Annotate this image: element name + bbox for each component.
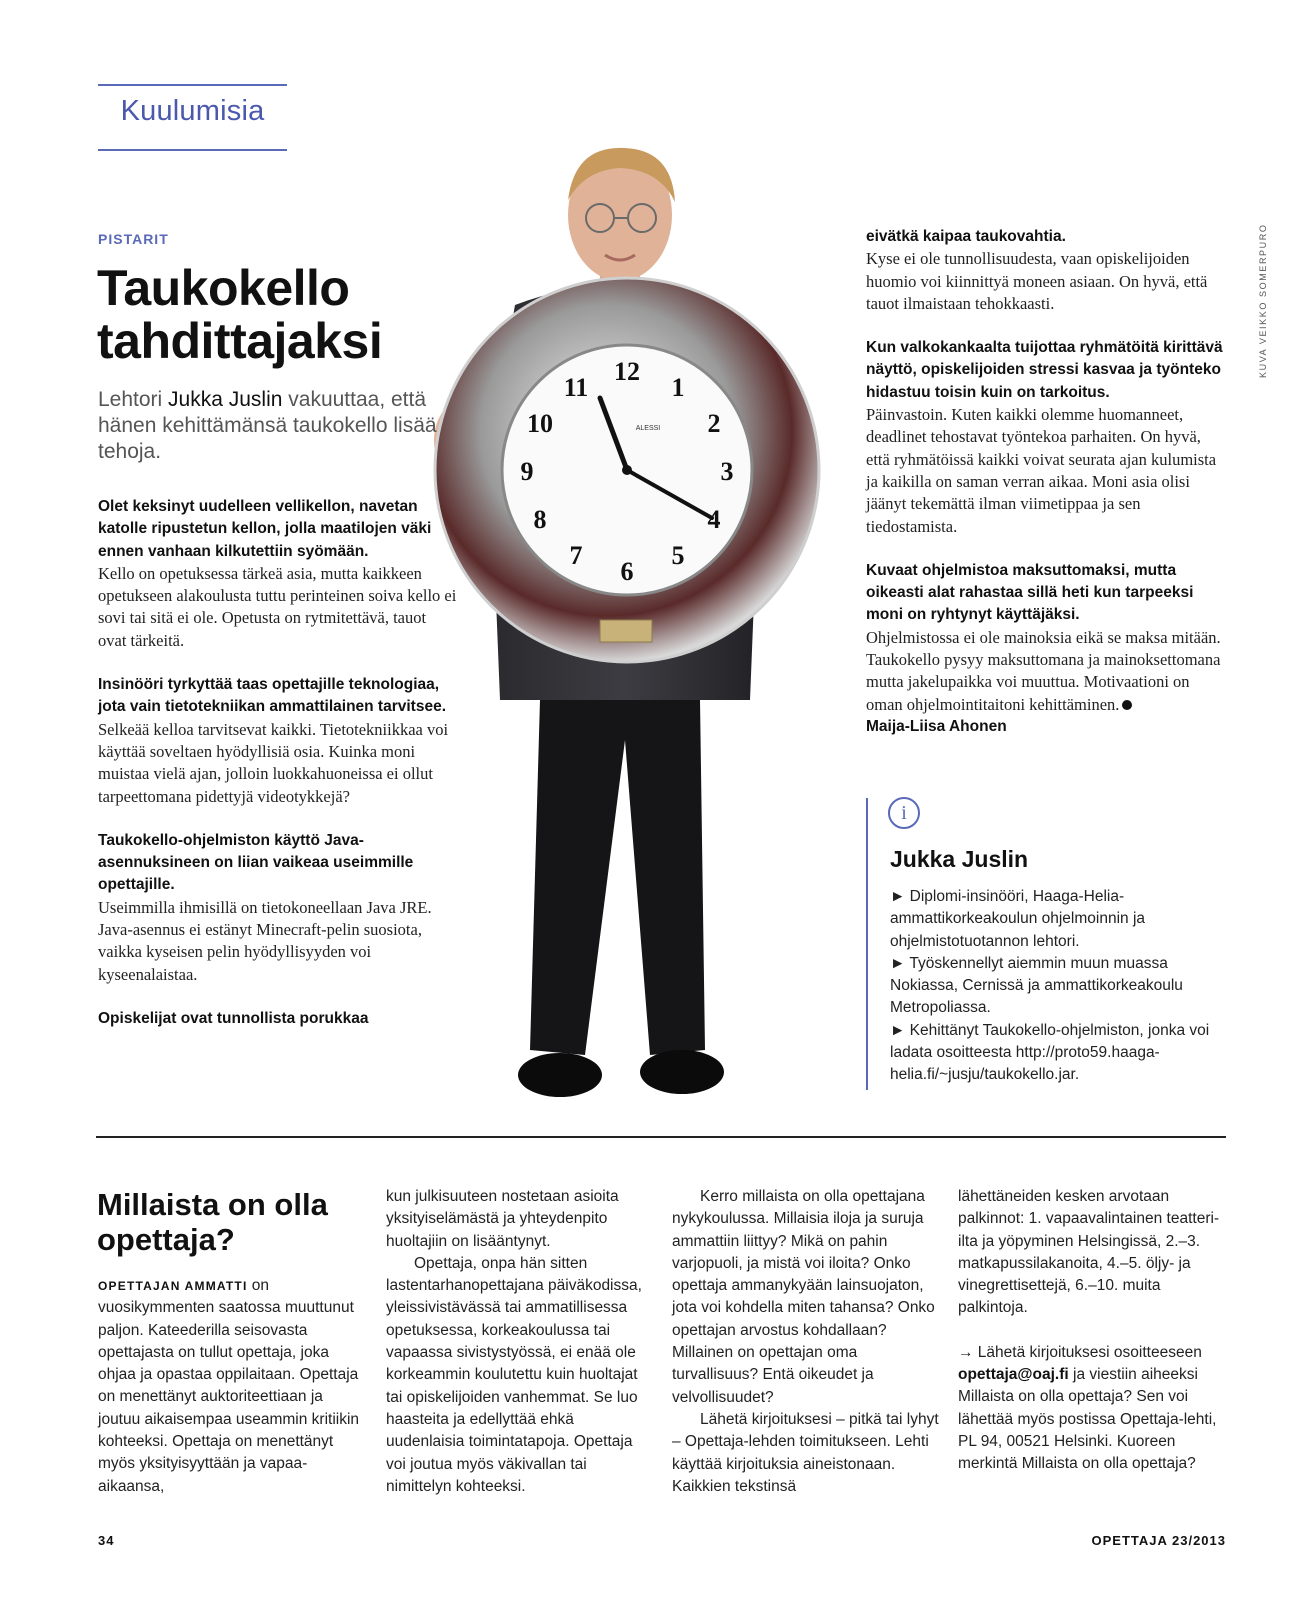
bottom-column-1: [98, 1275, 366, 1498]
clock-brand: ALESSI: [635, 425, 661, 432]
answer: Kyse ei ole tunnollisuudesta, vaan opiskelijoiden huomio voi kiinnittyä moneen asiaan. On hyvä, että tauot ilmaistaan tehokkaasti.: [866, 249, 1208, 313]
info-item: ► Työskennellyt aiemmin muun muassa Nokiassa, Cernissä ja ammattikorkeakoulu Metropoliassa.: [890, 954, 1183, 1017]
section-rule-top: [98, 84, 287, 86]
lead-pre: Lehtori: [98, 388, 169, 411]
info-box-name: Jukka Juslin: [890, 846, 1029, 872]
clock-numeral: 5: [671, 541, 685, 570]
info-item: ► Kehittänyt Taukokello-ohjelmiston, jonka voi ladata osoitteesta http://proto59.haaga-helia.fi/~jusju/taukokello.jar.: [890, 1021, 1210, 1084]
section-title: Kuulumisia: [120, 95, 265, 127]
question: Olet keksinyt uudelleen vellikellon, navetan katolle ripustetun kellon, jolla maatilojen väki ennen vanhaan kilkutettiin syömään.: [98, 498, 432, 560]
lead-paragraph: [98, 387, 438, 465]
answer: Kello on opetuksessa tärkeä asia, mutta kaikkeen opetukseen alakoulusta tuttu perinteinen soiva kello ei sovi tai sitä ei ole. Opetusta on rytmitettävä, tauot ovat tärkeitä.: [98, 563, 457, 650]
clock-numeral: 2: [707, 409, 721, 438]
issue-label: OPETTAJA 23/2013: [1091, 1533, 1226, 1548]
page-number: 34: [98, 1533, 115, 1548]
lead-post: vakuuttaa, että hänen kehittämänsä taukokello lisää tehoja.: [98, 388, 437, 463]
section-divider: [96, 1136, 1226, 1138]
email-link[interactable]: opettaja@oaj.fi: [958, 1366, 1069, 1384]
answer: Päinvastoin. Kuten kaikki olemme huomanneet, deadlinet tehostavat työntekoa parhaiten. On hyvä, että ryhmätöissä kaikki voivat seurata ajan kulumista ja kaikilla on saman verran aikaa. Moni asia olisi jäänyt tekemättä ilman viimetippaa ja sen tiedostamista.: [866, 405, 1217, 536]
bottom-headline: Millaista on olla opettaja?: [97, 1187, 328, 1257]
question: eivätkä kaipaa taukovahtia.: [866, 228, 1066, 245]
bottom-column-4: [958, 1186, 1226, 1476]
submit-text: ja viestiin aiheeksi Millaista on olla opettaja? Sen voi lähettää myös postissa Opettaja-lehti, PL 94, 00521 Helsinki. Kuoreen merkintä Millaista on olla opettaja?: [958, 1366, 1217, 1473]
kicker: PISTARIT: [98, 231, 169, 247]
column-text: Kerro millaista on olla opettajana nykykoulussa. Millaisia iloja ja suruja ammattiin liittyy? Mikä on pahin varjopuoli, ja mistä voi iloita? Onko opettaja ammanykyään lainsuojaton, jota voi kohdella miten tahansa? Onko opettajan arvostus kohdallaan? Millainen on opettajan oma turvallisuus? Entä oikeudet ja velvollisuudet?: [672, 1188, 935, 1406]
clock-numeral: 12: [614, 357, 640, 386]
clock-numeral: 9: [520, 457, 534, 486]
answer: [866, 627, 1226, 716]
interview-column-right: [866, 226, 1226, 738]
answer-text: Ohjelmistossa ei ole mainoksia eikä se maksa mitään. Taukokello pysyy maksuttomana ja mainoksettomana mutta jakelupaikka voi muuttua. Motivaationi on oman ohjelmointitaitoni kehittäminen.: [866, 627, 1221, 714]
question: Insinööri tyrkyttää taas opettajille teknologiaa, jota vain tietotekniikan ammattilainen tarvitsee.: [98, 676, 447, 716]
column-text: kun julkisuuteen nostetaan asioita yksityiselämästä ja yhteydenpito huoltajiin on lisääntynyt.: [386, 1188, 619, 1250]
question: Opiskelijat ovat tunnollista porukkaa: [98, 1009, 369, 1027]
clock-numeral: 10: [527, 409, 553, 438]
info-box-list: [890, 886, 1220, 1087]
answer: Selkeää kelloa tarvitsevat kaikki. Tietotekniikkaa voi käyttää soveltaen hyödyllisiä osia. Kuinka moni muistaa vielä ajan, jolloin luokkahuoneissa ei ollut tarpeettomana pidettyjä videotykkejä?: [98, 719, 449, 806]
column-text: Opettaja, onpa hän sitten lastentarhanopettajana päiväkodissa, yleissivistävässä tai ammatillisessa opetuksessa, korkeakoulussa tai vapaassa sivistystyössä, ei enää ole korkeammin koulutettu kuin huoltajat tai opiskelijoiden vanhemmat. Se luo haasteita ja edellyttää ehkä uudenlaisia toimintatapoja. Opettaja voi joutua myös väkivallan tai nimittelyn kohteeksi.: [386, 1254, 642, 1495]
clock-numeral: 7: [569, 541, 583, 570]
clock-numeral: 1: [671, 373, 685, 402]
section-rule-bottom: [98, 149, 287, 151]
portrait-photo: [420, 140, 840, 1130]
clock-numeral: 3: [720, 457, 734, 486]
info-icon: i: [888, 797, 920, 829]
clock-numeral: 6: [620, 557, 634, 586]
column-text: lähettäneiden kesken arvotaan palkinnot: 1. vapaavalintainen teatteri-ilta ja yöpyminen Helsingissä, 2.–3. matkapussilakanoita, 4.–5. öljy- ja vinegrettisettejä, 6.–10. muita palkintoja.: [958, 1188, 1220, 1317]
lead-name: Jukka Juslin: [168, 388, 283, 411]
bottom-column-2: [386, 1186, 654, 1498]
bottom-column-3: [672, 1186, 940, 1498]
column-text: on vuosikymmenten saatossa muuttunut paljon. Kateederilla seisovasta opettajasta on tullut opettaja, joka ohjaa ja opastaa oppilaitaan. Opettaja on menettänyt auktoriteettiaan ja joutuu aikaisempaa useammin kritiikin kohteeksi. Opettaja on menettänyt myös yksityisyyttään ja vapaa-aikaansa,: [98, 1277, 360, 1495]
submit-text: → Lähetä kirjoituksesi osoitteeseen: [958, 1343, 1202, 1361]
info-item: ► Diplomi-insinööri, Haaga-Helia-ammattikorkeakoulun ohjelmoinnin ja ohjelmistotuotannon lehtori.: [890, 888, 1146, 950]
column-lead-in: OPETTAJAN AMMATTI: [98, 1279, 248, 1293]
headline: Taukokello tahdittajaksi: [97, 260, 383, 369]
author: Maija-Liisa Ahonen: [866, 717, 1007, 735]
question: Kuvaat ohjelmistoa maksuttomaksi, mutta oikeasti alat rahastaa sillä heti kun tarpeeksi moni on ryhtynyt käyttäjäksi.: [866, 561, 1194, 624]
clock-numeral: 8: [533, 505, 547, 534]
clock-numeral: 11: [563, 373, 589, 402]
question: Taukokello-ohjelmiston käyttö Java-asennuksineen on liian vaikeaa useimmille opettajille.: [98, 831, 414, 894]
column-text: Lähetä kirjoituksesi – pitkä tai lyhyt – Opettaja-lehden toimitukseen. Lehti käyttää kirjoituksia aineistonaan. Kaikkien tekstinsä: [672, 1410, 939, 1495]
photo-credit: KUVA VEIKKO SOMERPURO: [1258, 223, 1268, 378]
interview-column-left: [98, 496, 458, 1030]
end-mark-icon: [1122, 700, 1132, 710]
question: Kun valkokankaalta tuijottaa ryhmätöitä kirittävä näyttö, opiskelijoiden stressi kasvaa ja työnteko hidastuu toisin kuin on tarkoitus.: [866, 339, 1223, 401]
answer: Useimmilla ihmisillä on tietokoneellaan Java JRE. Java-asennus ei estänyt Minecraft-pelin suosiota, vaikka kyseisen pelin hyödyllisyyden voi kyseenalaistaa.: [98, 897, 432, 984]
clock-numeral: 4: [707, 505, 721, 534]
column-text: [958, 1342, 1226, 1476]
info-box-rule: [866, 798, 868, 1090]
